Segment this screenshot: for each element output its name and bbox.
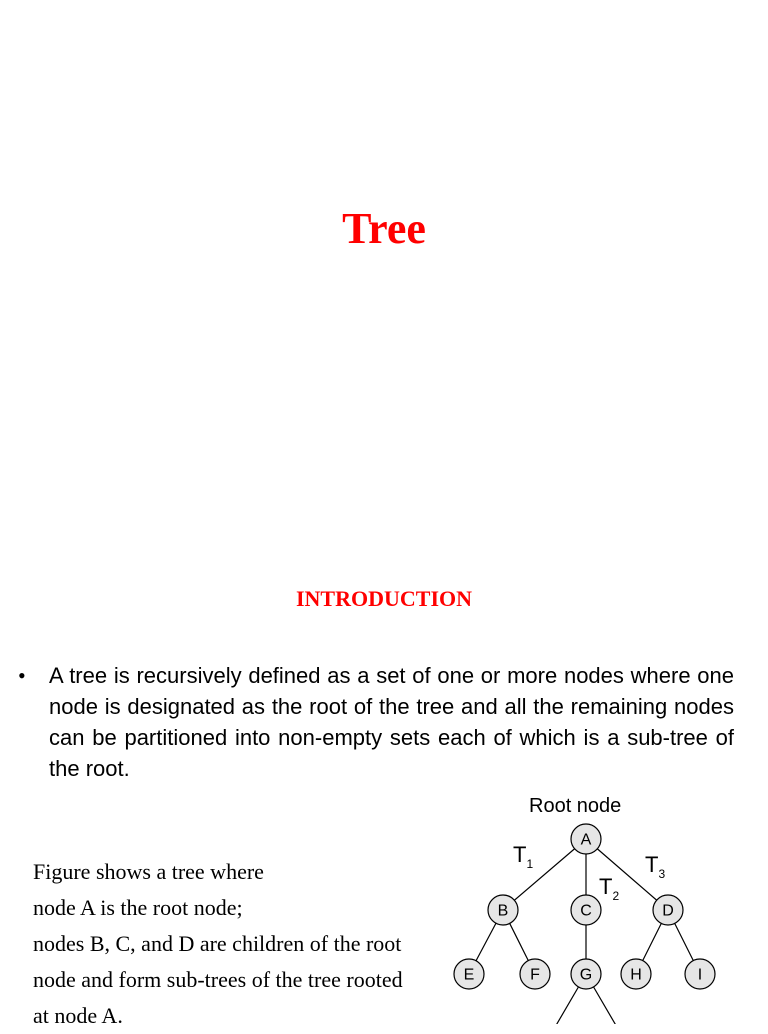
slide-title: Tree [342, 204, 426, 253]
tree-diagram [440, 782, 768, 1024]
tree-node-f [520, 959, 550, 989]
node-label: D [662, 902, 674, 920]
bullet-marker: • [18, 663, 26, 688]
section-heading: INTRODUCTION [295, 586, 473, 611]
node-label: G [579, 966, 593, 984]
tree-node-c [571, 895, 601, 925]
tree-figure [440, 782, 768, 1024]
node-label: I [697, 966, 703, 984]
caption-line: nodes B, C, and D are children of the root node and form sub-trees of the tree rooted at node A. [33, 931, 403, 1028]
subtree-label-t3: $T_3$ [645, 852, 666, 881]
caption-line: Figure shows a tree where [33, 859, 264, 884]
subtree-label-t2: $T_2$ [599, 874, 620, 903]
tree-node-d [653, 895, 683, 925]
subtree-label-t1: $T_1$ [513, 842, 534, 871]
tree-node-h [621, 959, 651, 989]
bullet-text: A tree is recursively defined as a set of one or more nodes where one node is designated as the root of the tree and all the remaining nodes can be partitioned into non-empty sets each of which is a sub-tree of the root. [49, 663, 734, 781]
node-label: H [630, 966, 642, 984]
tree-node-b [488, 895, 518, 925]
tree-node-a [571, 824, 601, 854]
bullet-item [18, 660, 734, 784]
caption-line: node A is the root node; [33, 895, 243, 920]
node-label: E [463, 966, 475, 984]
root-node-caption: Root node [529, 795, 622, 817]
tree-node-i [685, 959, 715, 989]
tree-node-g [571, 959, 601, 989]
node-label: B [497, 902, 509, 920]
tree-node-e [454, 959, 484, 989]
node-label: A [580, 831, 592, 849]
figure-caption [33, 854, 420, 1034]
node-label: F [530, 966, 540, 984]
node-label: C [580, 902, 592, 920]
